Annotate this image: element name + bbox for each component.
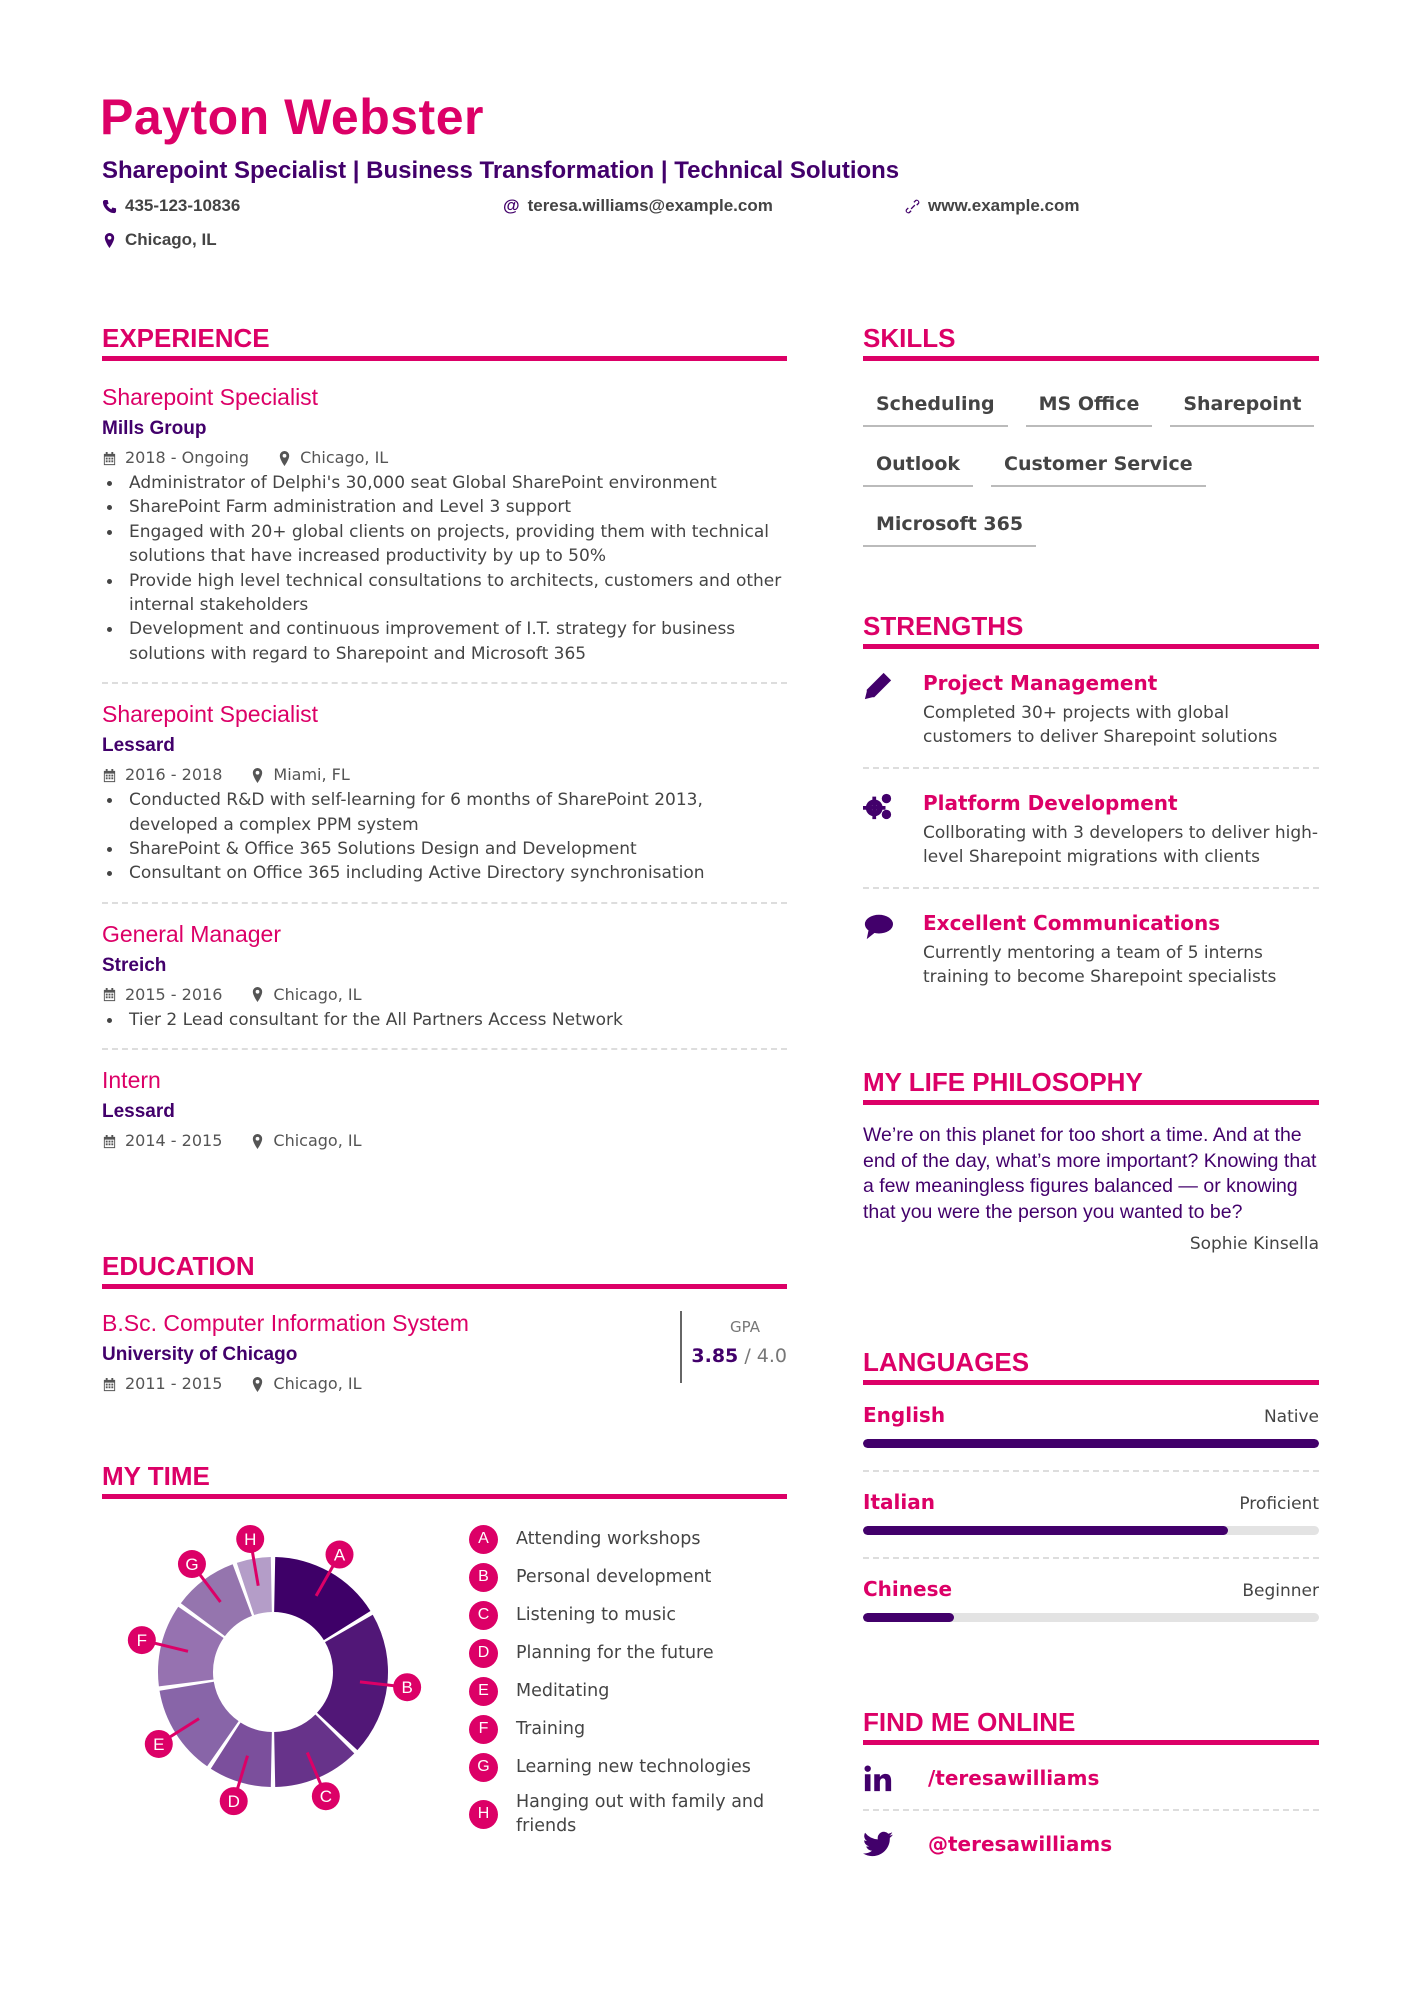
location-pin-icon <box>250 1134 265 1149</box>
callout-label: H <box>244 1529 257 1549</box>
location-pin-icon <box>250 987 265 1002</box>
philosophy-section <box>863 1066 1319 1254</box>
contact-website[interactable] <box>905 196 1079 216</box>
strengths-section <box>863 610 1319 1007</box>
job-bullet: Tier 2 Lead consultant for the All Partners Access Network <box>102 1008 787 1032</box>
degree: B.Sc. Computer Information System <box>102 1310 469 1336</box>
location-pin-icon <box>250 768 265 783</box>
company-name: Lessard <box>102 1101 175 1123</box>
job-bullet: SharePoint Farm administration and Level 3 support <box>102 495 787 519</box>
language-bar <box>863 1526 1319 1535</box>
job-bullet: Development and continuous improvement of I.T. strategy for business solutions with regard to Sharepoint and Microsoft 365 <box>102 617 787 666</box>
speech-bubble-icon <box>863 911 893 941</box>
legend-key: D <box>469 1639 498 1668</box>
skills-heading: SKILLS <box>863 322 1319 361</box>
location-text: Chicago, IL <box>125 230 217 249</box>
legend-label: Training <box>516 1719 586 1739</box>
job-entry <box>102 684 787 904</box>
skill-tag: Microsoft 365 <box>863 509 1036 547</box>
legend-item <box>469 1786 789 1838</box>
strength-item <box>863 889 1319 1007</box>
legend-label: Learning new technologies <box>516 1757 751 1777</box>
education-heading: EDUCATION <box>102 1250 787 1289</box>
calendar-icon <box>102 451 117 466</box>
job-location: Chicago, IL <box>273 1131 362 1151</box>
legend-label: Planning for the future <box>516 1643 714 1663</box>
legend-item <box>469 1748 789 1786</box>
phone-text: 435-123-10836 <box>125 196 241 215</box>
location-pin-icon <box>250 1377 265 1392</box>
website-text[interactable]: www.example.com <box>928 196 1080 215</box>
language-name: English <box>863 1403 946 1427</box>
legend-key: C <box>469 1601 498 1630</box>
experience-heading: EXPERIENCE <box>102 322 787 361</box>
online-section <box>863 1706 1319 1875</box>
job-bullet: Provide high level technical consultations to architects, customers and other internal stakeholders <box>102 569 787 618</box>
calendar-icon <box>102 987 117 1002</box>
gpa-max: / 4.0 <box>744 1345 787 1367</box>
job-dates: 2018 - Ongoing <box>125 448 250 467</box>
legend-label: Hanging out with family and friends <box>516 1792 765 1836</box>
legend-item <box>469 1558 789 1596</box>
legend-item <box>469 1710 789 1748</box>
legend-label: Meditating <box>516 1681 610 1701</box>
callout-label: D <box>227 1792 240 1812</box>
job-title: Sharepoint Specialist <box>102 384 319 410</box>
callout-label: G <box>185 1555 199 1575</box>
contact-phone <box>102 196 240 216</box>
calendar-icon <box>102 1377 117 1392</box>
philosophy-heading: MY LIFE PHILOSOPHY <box>863 1066 1319 1105</box>
company-name: Lessard <box>102 735 175 757</box>
job-title: Intern <box>102 1067 161 1094</box>
strength-title: Excellent Communications <box>923 911 1221 935</box>
job-bullet: Engaged with 20+ global clients on projects, providing them with technical solutions that have increased productivity by up to 50% <box>102 520 787 569</box>
gpa-value: 3.85 <box>691 1345 739 1367</box>
language-name: Italian <box>863 1490 935 1514</box>
company-name: Mills Group <box>102 418 207 439</box>
job-bullet: SharePoint & Office 365 Solutions Design and Development <box>102 837 787 861</box>
job-dates: 2016 - 2018 <box>125 765 223 785</box>
education-section <box>102 1250 787 1397</box>
job-entry <box>102 367 787 684</box>
languages-section <box>863 1346 1319 1644</box>
legend-key: E <box>469 1677 498 1706</box>
strength-item <box>863 769 1319 889</box>
location-pin-icon <box>102 233 117 248</box>
language-level: Proficient <box>1239 1494 1319 1514</box>
twitter-handle[interactable]: @teresawilliams <box>928 1832 1113 1856</box>
language-bar-fill <box>863 1439 1319 1448</box>
gpa-label: GPA <box>730 1318 760 1336</box>
skill-tag: Sharepoint <box>1170 389 1314 427</box>
job-dates: 2015 - 2016 <box>125 984 223 1004</box>
language-level: Beginner <box>1242 1581 1319 1601</box>
language-name: Chinese <box>863 1577 953 1601</box>
education-location: Chicago, IL <box>273 1374 362 1393</box>
job-entry <box>102 1050 787 1170</box>
legend-key: G <box>469 1753 498 1782</box>
legend-label: Attending workshops <box>516 1529 701 1549</box>
job-dates: 2014 - 2015 <box>125 1131 223 1151</box>
callout-label: E <box>153 1734 165 1754</box>
my-time-heading: MY TIME <box>102 1460 787 1499</box>
job-bullet: Conducted R&D with self-learning for 6 months of SharePoint 2013, developed a complex PPM system <box>102 788 787 837</box>
linkedin-handle[interactable]: /teresawilliams <box>928 1766 1100 1790</box>
candidate-name: Payton Webster <box>100 89 484 145</box>
gpa-box <box>680 1311 787 1383</box>
skill-tag: MS Office <box>1026 389 1153 427</box>
contact-email[interactable] <box>503 196 773 216</box>
strength-item <box>863 649 1319 769</box>
location-pin-icon <box>277 451 292 466</box>
legend-key: H <box>469 1800 498 1829</box>
callout-label: B <box>401 1678 413 1698</box>
company-name: Streich <box>102 954 167 976</box>
at-icon: @ <box>503 196 520 215</box>
school-name: University of Chicago <box>102 1344 298 1365</box>
job-title: Sharepoint Specialist <box>102 701 319 728</box>
strength-description: Collborating with 3 developers to deliver high-level Sharepoint migrations with clients <box>923 823 1319 867</box>
job-location: Miami, FL <box>273 765 350 785</box>
strength-description: Completed 30+ projects with global customers to deliver Sharepoint solutions <box>923 703 1278 747</box>
pencil-icon <box>863 671 893 701</box>
strength-title: Platform Development <box>923 791 1178 815</box>
experience-section <box>102 322 787 1170</box>
twitter-link[interactable] <box>863 1811 1319 1875</box>
languages-heading: LANGUAGES <box>863 1346 1319 1385</box>
language-item <box>863 1385 1319 1472</box>
language-item <box>863 1472 1319 1559</box>
strengths-heading: STRENGTHS <box>863 610 1319 649</box>
callout-label: F <box>136 1631 148 1651</box>
skills-section <box>863 322 1319 547</box>
link-icon <box>905 199 920 214</box>
job-bullet: Administrator of Delphi's 30,000 seat Global SharePoint environment <box>102 471 787 495</box>
legend-key: B <box>469 1563 498 1592</box>
linkedin-link[interactable] <box>863 1745 1319 1811</box>
skill-tag: Outlook <box>863 449 973 487</box>
legend-item <box>469 1596 789 1634</box>
contact-location <box>102 230 217 250</box>
strength-description: Currently mentoring a team of 5 interns training to become Sharepoint specialists <box>923 943 1277 987</box>
quote-author: Sophie Kinsella <box>1189 1233 1319 1254</box>
language-bar <box>863 1613 1319 1622</box>
legend-label: Listening to music <box>516 1605 676 1625</box>
gears-icon <box>863 791 893 821</box>
email-text[interactable]: teresa.williams@example.com <box>527 196 773 215</box>
phone-icon <box>102 199 117 214</box>
language-level: Native <box>1263 1407 1319 1427</box>
calendar-icon <box>102 768 117 783</box>
legend-item <box>469 1672 789 1710</box>
language-item <box>863 1559 1319 1644</box>
time-donut-chart <box>92 1490 452 1850</box>
job-bullet: Consultant on Office 365 including Active Directory synchronisation <box>102 861 787 885</box>
calendar-icon <box>102 1134 117 1149</box>
headline: Sharepoint Specialist | Business Transformation | Technical Solutions <box>102 157 900 184</box>
skill-tag: Scheduling <box>863 389 1008 427</box>
legend-item <box>469 1520 789 1558</box>
job-entry <box>102 904 787 1050</box>
language-bar-fill <box>863 1613 954 1622</box>
linkedin-icon <box>863 1763 893 1793</box>
twitter-icon <box>863 1829 893 1859</box>
online-heading: FIND ME ONLINE <box>863 1706 1319 1745</box>
legend-label: Personal development <box>516 1567 712 1587</box>
job-location: Chicago, IL <box>300 448 389 467</box>
legend-key: F <box>469 1715 498 1744</box>
language-bar <box>863 1439 1319 1448</box>
philosophy-quote: We’re on this planet for too short a time. And at the end of the day, what’s more important? Knowing that a few meaningless figures balanced — or knowing that you were the person you wanted to be? <box>863 1124 1317 1224</box>
job-location: Chicago, IL <box>273 984 362 1004</box>
legend-item <box>469 1634 789 1672</box>
time-legend <box>469 1520 789 1838</box>
language-bar-fill <box>863 1526 1228 1535</box>
strength-title: Project Management <box>923 671 1158 695</box>
job-title: General Manager <box>102 920 281 947</box>
callout-label: C <box>319 1787 332 1807</box>
education-dates: 2011 - 2015 <box>125 1374 223 1393</box>
skill-tag: Customer Service <box>991 449 1206 487</box>
callout-label: A <box>333 1545 346 1565</box>
legend-key: A <box>469 1525 498 1554</box>
